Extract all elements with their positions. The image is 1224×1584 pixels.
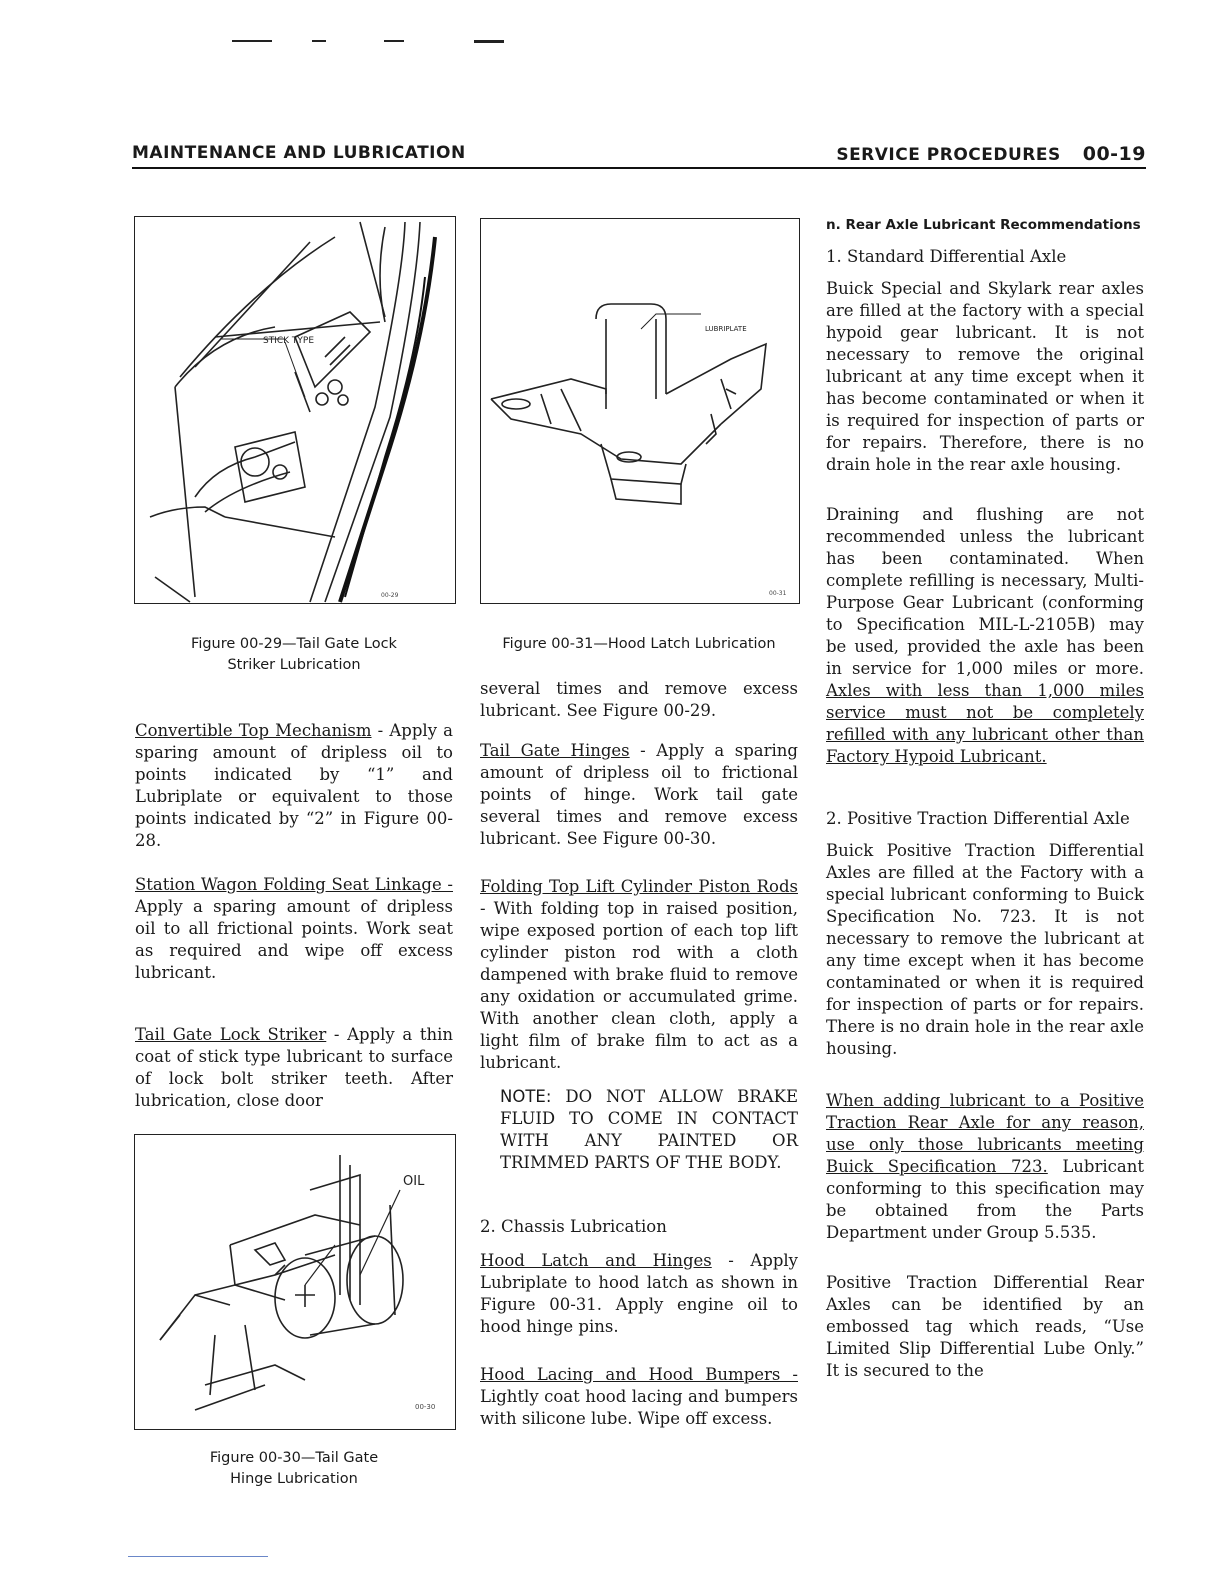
footer-scan-rule <box>128 1556 268 1557</box>
figure-00-31 <box>480 218 800 604</box>
tail-gate-hinges-title: Tail Gate Hinges <box>480 741 630 760</box>
hood-latch-paragraph <box>480 1250 798 1338</box>
tail-gate-lock-title: Tail Gate Lock Striker <box>135 1025 327 1044</box>
header-section-title: MAINTENANCE AND LUBRICATION <box>132 143 466 163</box>
station-wagon-title: Station Wagon Folding Seat Linkage - <box>135 875 453 894</box>
adding-lubricant-paragraph <box>826 1090 1144 1244</box>
header-right <box>836 143 1146 165</box>
hood-latch-illustration <box>481 219 799 603</box>
column-1 <box>135 720 453 1112</box>
positive-traction-paragraph: Buick Positive Traction Differential Axles are filled at the Factory with a special lubricant conforming to Buick Specification No. 723. It is not necessary to remove the lubricant at any time except when it has become contaminated or when it is required for inspection of parts or for repairs. There is no drain hole in the rear axle housing. <box>826 841 1144 1058</box>
positive-traction-subhead: 2. Positive Traction Differential Axle <box>826 809 1130 828</box>
hood-lacing-body: Lightly coat hood lacing and bumpers with silicone lube. Wipe off excess. <box>480 1387 798 1428</box>
draining-body: Draining and flushing are not recommended unless the lubricant has been contaminated. When complete refilling is necessary, Multi-Purpose Gear Lubricant (conforming to Specification MIL-L-2105B) may be used, provided the axle has been in service for 1,000 miles or more. <box>826 505 1144 678</box>
hood-lacing-paragraph <box>480 1364 798 1430</box>
station-wagon-paragraph <box>135 874 453 984</box>
folding-top-paragraph <box>480 876 798 1074</box>
fig31-label-lubriplate: LUBRIPLATE <box>705 325 747 333</box>
tail-gate-hinge-illustration <box>135 1135 455 1429</box>
tail-gate-hinges-paragraph <box>480 740 798 850</box>
fig30-label-oil: OIL <box>403 1174 425 1189</box>
continued-paragraph: several times and remove excess lubricant. See Figure 00-29. <box>480 679 798 720</box>
fig31-caption: Figure 00-31—Hood Latch Lubrication <box>502 636 776 652</box>
folding-top-body: - With folding top in raised position, wipe exposed portion of each top lift cylinder piston rod with a cloth dampened with brake fluid to remove any oxidation or accumulated grime. With another clean cloth, apply a light film of brake film to act as a lubricant. <box>480 899 798 1072</box>
note-label: NOTE: <box>500 1087 552 1106</box>
note-paragraph <box>500 1086 798 1174</box>
adding-lubricant-warning: When adding lubricant to a Positive Traction Rear Axle for any reason, use only those lubricants meeting Buick Specification 723. <box>826 1091 1144 1176</box>
hood-latch-title: Hood Latch and Hinges <box>480 1251 712 1270</box>
tail-gate-lock-body: - Apply a thin coat of stick type lubricant to surface of lock bolt striker teeth. After lubrication, close door <box>135 1025 453 1110</box>
convertible-top-paragraph <box>135 720 453 852</box>
rear-axle-section-head: n. Rear Axle Lubricant Recommendations <box>826 217 1141 233</box>
draining-warning: Axles with less than 1,000 miles service must not be completely refilled with any lubricant other than Factory Hypoid Lubricant. <box>826 681 1144 766</box>
figure-00-29-caption <box>134 634 454 676</box>
draining-paragraph <box>826 504 1144 768</box>
tail-gate-lock-paragraph <box>135 1024 453 1112</box>
fig29-label-stick-type: STICK TYPE <box>263 336 315 346</box>
fig29-caption-line2: Striker Lubrication <box>227 657 361 673</box>
column-2 <box>480 678 798 1430</box>
fig29-caption-line1: Figure 00-29—Tail Gate Lock <box>191 636 397 652</box>
fig30-caption-line2: Hinge Lubrication <box>230 1471 358 1487</box>
header-rule <box>132 167 1146 169</box>
fig29-code: 00-29 <box>381 592 399 599</box>
note-body: DO NOT ALLOW BRAKE FLUID TO COME IN CONTACT WITH ANY PAINTED OR TRIMMED PARTS OF THE BODY. <box>500 1087 798 1172</box>
chassis-lubrication-heading: 2. Chassis Lubrication <box>480 1217 667 1236</box>
convertible-top-title: Convertible Top Mechanism <box>135 721 372 740</box>
fig30-caption-line1: Figure 00-30—Tail Gate <box>209 1450 379 1466</box>
hood-latch-body: - Apply Lubriplate to hood latch as shown in Figure 00-31. Apply engine oil to hood hinge pins. <box>480 1251 798 1336</box>
figure-00-30-caption <box>134 1448 454 1490</box>
station-wagon-body: Apply a sparing amount of dripless oil to all frictional points. Work seat as required and wipe off excess lubricant. <box>135 897 453 982</box>
hood-lacing-title: Hood Lacing and Hood Bumpers - <box>480 1365 798 1384</box>
tail-gate-hinges-body: - Apply a sparing amount of dripless oil to frictional points of hinge. Work tail gate several times and remove excess lubricant. See Figure 00-30. <box>480 741 798 848</box>
standard-differential-subhead: 1. Standard Differential Axle <box>826 247 1067 266</box>
figure-00-29 <box>134 216 456 604</box>
header-procedure-title: SERVICE PROCEDURES <box>836 145 1061 165</box>
folding-top-title: Folding Top Lift Cylinder Piston Rods <box>480 877 798 896</box>
convertible-top-body: - Apply a sparing amount of dripless oil to points indicated by “1” and Lubriplate or equivalent to those points indicated by “2” in Figure 00-28. <box>135 721 453 850</box>
identification-paragraph: Positive Traction Differential Rear Axles can be identified by an embossed tag which reads, “Use Limited Slip Differential Lube Only.” It is secured to the <box>826 1273 1144 1380</box>
adding-lubricant-body: Lubricant conforming to this specification may be obtained from the Parts Department under Group 5.535. <box>826 1157 1144 1242</box>
tail-gate-lock-striker-illustration <box>135 217 455 603</box>
figure-00-30 <box>134 1134 456 1430</box>
figure-00-31-caption <box>478 634 800 655</box>
column-3 <box>826 214 1144 1382</box>
standard-differential-paragraph: Buick Special and Skylark rear axles are filled at the factory with a special hypoid gear lubricant. It is not necessary to remove the original lubricant at any time except when it has become contaminated or when it is required for inspection of parts or for repairs. Therefore, there is no drain hole in the rear axle housing. <box>826 279 1144 474</box>
page-number: 00-19 <box>1082 143 1146 165</box>
fig31-code: 00-31 <box>769 590 787 597</box>
fig30-code: 00-30 <box>415 1403 436 1411</box>
